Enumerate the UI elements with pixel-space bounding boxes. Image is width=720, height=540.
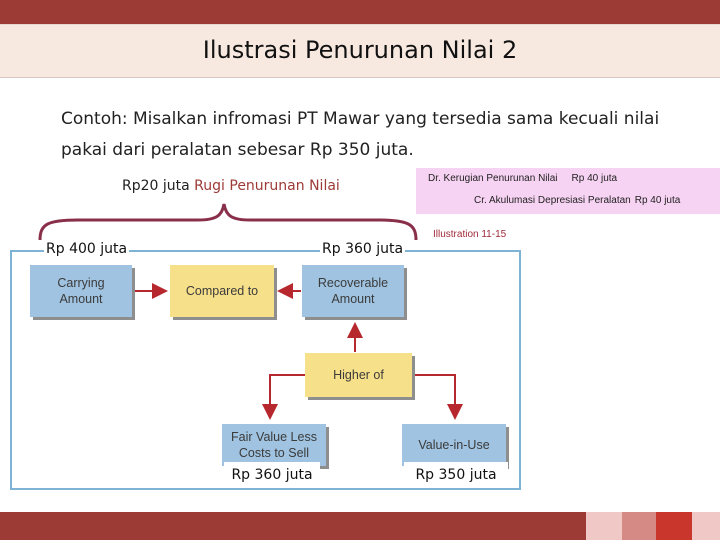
carrying-line-2: Amount — [59, 292, 103, 306]
debit-amount: Rp 40 juta — [571, 173, 618, 184]
carrying-amount-box — [30, 265, 132, 317]
impairment-amount: Rp20 juta — [122, 178, 195, 194]
recoverable-line-1: Recoverable — [317, 276, 389, 290]
credit-amount: Rp 40 juta — [634, 195, 681, 206]
footer-block-4 — [692, 512, 720, 540]
carrying-line-1: Carrying — [57, 276, 105, 290]
credit-account: Cr. Akulumasi Depresiasi Peralatan — [474, 195, 631, 206]
illustration-reference: Illustration 11-15 — [433, 229, 507, 240]
arrow-higher-to-fair — [270, 375, 305, 416]
value-in-use-text: Value-in-Use — [418, 438, 490, 452]
higher-of-text: Higher of — [333, 368, 384, 382]
recoverable-value-label: Rp 360 juta — [322, 241, 404, 257]
footer-block-3 — [656, 512, 692, 540]
slide-title: Ilustrasi Penurunan Nilai 2 — [202, 36, 518, 64]
footer-block-2 — [622, 512, 656, 540]
body-line-2: pakai dari peralatan sebesar Rp 350 juta. — [61, 140, 414, 160]
compared-to-box — [170, 265, 274, 317]
value-in-use-box — [402, 424, 506, 466]
footer-block-1 — [586, 512, 622, 540]
recoverable-line-2: Amount — [331, 292, 375, 306]
higher-of-box — [305, 353, 412, 397]
fair-value-box — [222, 424, 326, 466]
fair-value-label: Rp 360 juta — [224, 462, 320, 488]
carrying-value-label: Rp 400 juta — [46, 241, 128, 257]
fair-value-line-2: Costs to Sell — [238, 446, 310, 460]
debit-account: Dr. Kerugian Penurunan Nilai — [428, 173, 558, 184]
arrow-higher-to-viu — [412, 375, 455, 416]
body-line-1: Contoh: Misalkan infromasi PT Mawar yang tersedia sama kecuali nilai — [61, 109, 660, 129]
value-in-use-label: Rp 350 juta — [404, 462, 508, 488]
impairment-text: Rugi Penurunan Nilai — [194, 178, 340, 194]
recoverable-amount-box — [302, 265, 404, 317]
fair-value-line-1: Fair Value Less — [231, 430, 317, 444]
compared-to-text: Compared to — [185, 284, 259, 298]
